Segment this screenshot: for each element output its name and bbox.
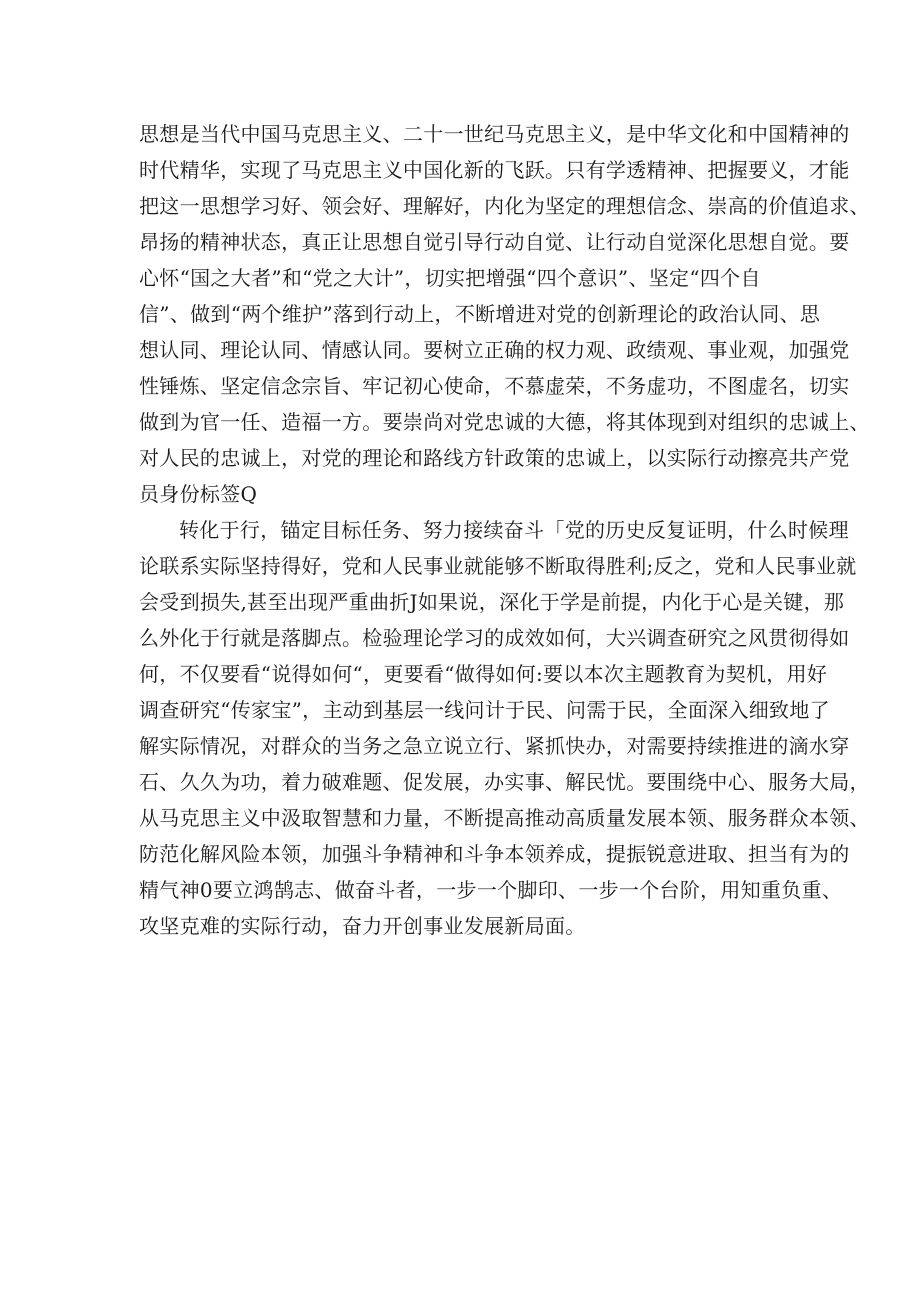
paragraph-1-line-11: 员身份标签Q	[139, 482, 258, 506]
paragraph-2-line-10: 防范化解风险本领，加强斗争精神和斗争本领养成，提振锐意进取、担当有为的	[139, 842, 850, 866]
paragraph-2-line-9: 从马克思主义中汲取智慧和力量，不断提高推动高质量发展本领、服务群众本领、	[139, 806, 870, 830]
paragraph-2-line-8: 石、久久为功，着力破难题、促发展，办实事、解民忧。要围绕中心、服务大局，	[139, 770, 870, 794]
paragraph-2-line-1: 转化于行，锚定目标任务、努力接续奋斗「党的历史反复证明，什么时候理	[179, 518, 849, 542]
paragraph-1-line-8: 性锤炼、坚定信念宗旨、牢记初心使命，不慕虚荣，不务虚功，不图虚名，切实	[139, 374, 850, 398]
paragraph-1-line-10: 对人民的忠诚上，对党的理论和路线方针政策的忠诚上，以实际行动擦亮共产党	[139, 446, 850, 470]
paragraph-2-line-12: 攻坚克难的实际行动，奋力开创事业发展新局面。	[139, 914, 586, 938]
paragraph-1-line-9: 做到为官一任、造福一方。要崇尚对党忠诚的大德，将其体现到对组织的忠诚上、	[139, 410, 870, 434]
paragraph-2-line-7: 解实际情况，对群众的当务之急立说立行、紧抓快办，对需要持续推进的滴水穿	[139, 734, 850, 758]
paragraph-2-line-2: 论联系实际坚持得好，党和人民事业就能够不断取得胜利;反之，党和人民事业就	[139, 554, 857, 578]
paragraph-2-line-5: 何，不仅要看“说得如何“，更要看“做得如何:要以本次主题教育为契机，用好	[139, 662, 828, 686]
paragraph-2-line-3: 会受到损失,甚至出现严重曲折J如果说，深化于学是前提，内化于心是关键，那	[139, 590, 845, 614]
paragraph-2-line-6: 调查研究“传家宝”，主动到基层一线问计于民、问需于民，全面深入细致地了	[139, 698, 830, 722]
paragraph-1-line-3: 把这一思想学习好、领会好、理解好，内化为坚定的理想信念、崇高的价值追求、	[139, 194, 870, 218]
paragraph-1-line-6: 信”、做到“两个维护”落到行动上，不断增进对党的创新理论的政治认同、思	[139, 302, 821, 326]
paragraph-1-line-2: 时代精华，实现了马克思主义中国化新的飞跃。只有学透精神、把握要义，才能	[139, 158, 850, 182]
paragraph-1-line-5: 心怀“国之大者”和“党之大计”，切实把增强“四个意识”、坚定“四个自	[139, 266, 761, 290]
paragraph-1-line-7: 想认同、理论认同、情感认同。要树立正确的权力观、政绩观、事业观，加强党	[139, 338, 850, 362]
paragraph-2-line-11: 精气神0要立鸿鹄志、做奋斗者，一步一个脚印、一步一个台阶，用知重负重、	[139, 878, 843, 902]
paragraph-1-line-1: 思想是当代中国马克思主义、二十一世纪马克思主义，是中华文化和中国精神的	[139, 122, 850, 146]
paragraph-2-line-4: 么外化于行就是落脚点。检验理论学习的成效如何，大兴调查研究之风贯彻得如	[139, 626, 850, 650]
paragraph-1-line-4: 昂扬的精神状态，真正让思想自觉引导行动自觉、让行动自觉深化思想自觉。要	[139, 230, 850, 254]
